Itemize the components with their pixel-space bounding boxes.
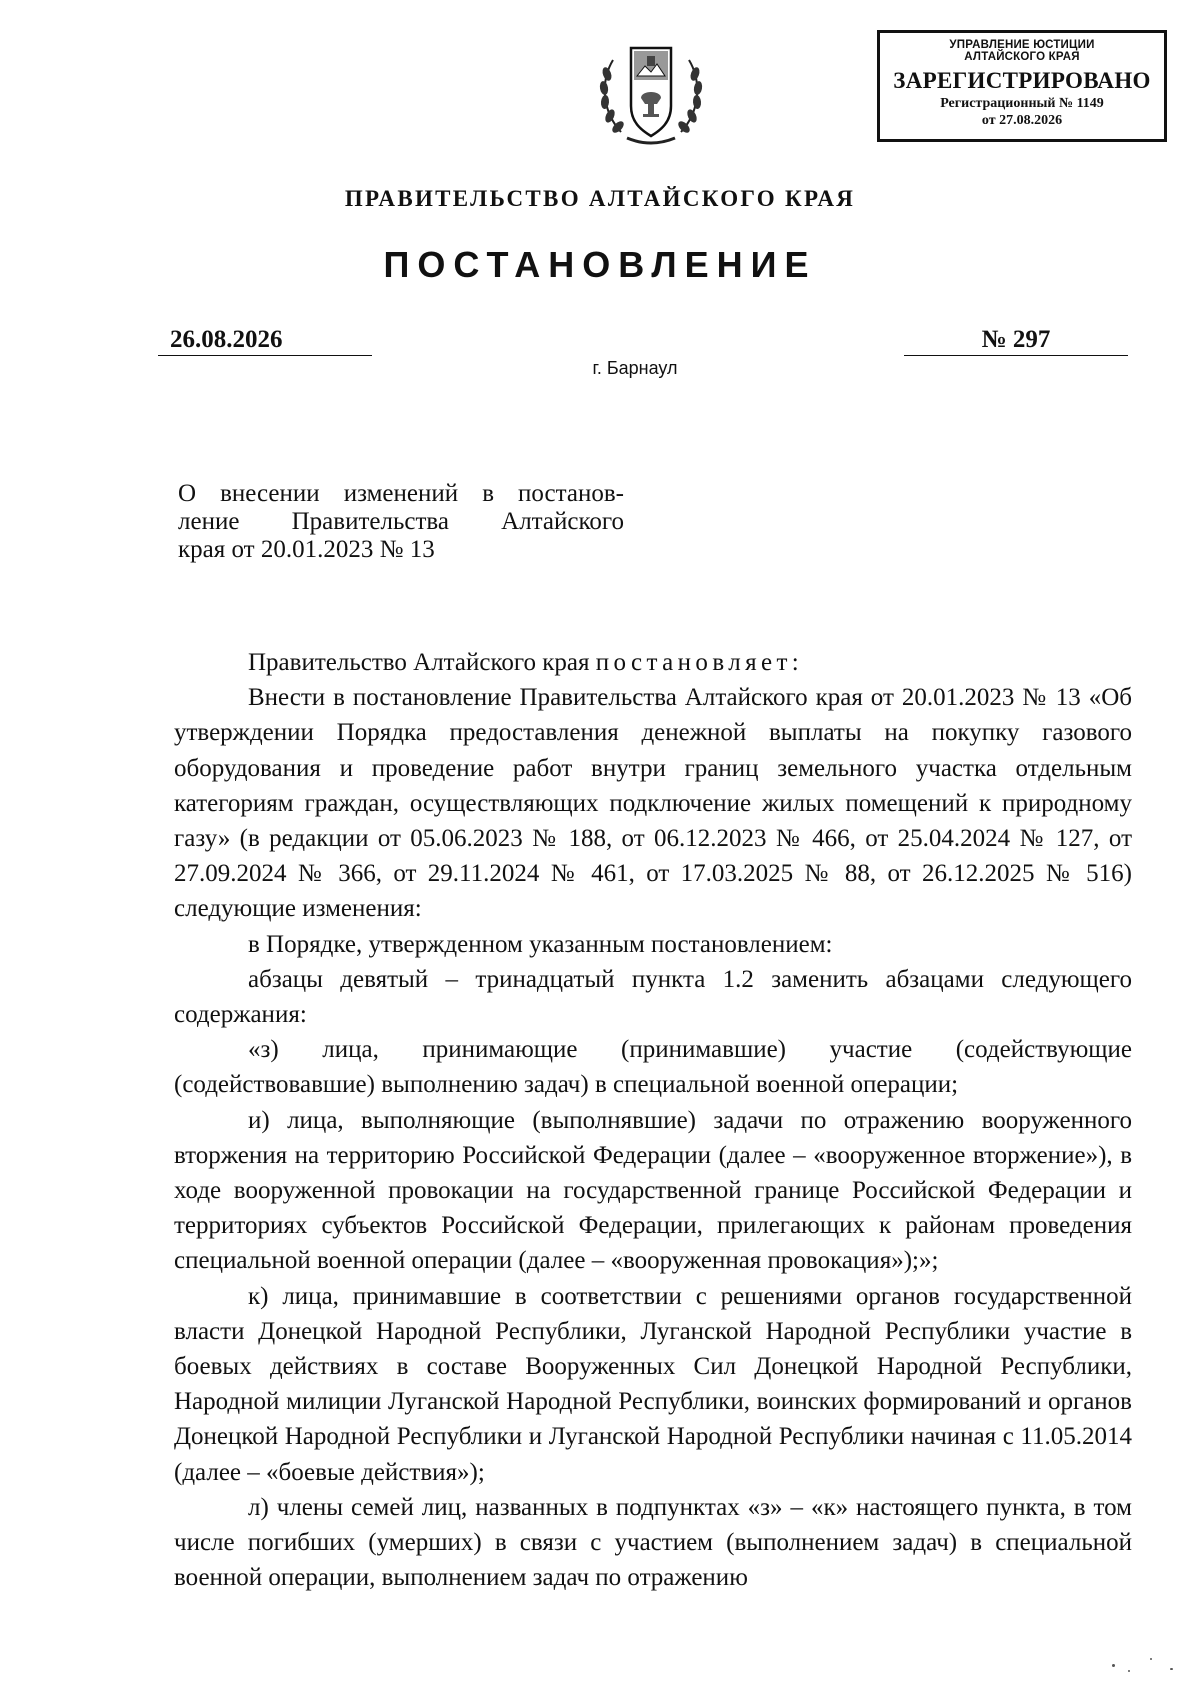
registration-stamp bbox=[877, 30, 1167, 142]
scan-speck bbox=[1150, 1658, 1152, 1660]
stamp-reg-number: Регистрационный № 1149 bbox=[940, 96, 1104, 111]
document-type-title: ПОСТАНОВЛЕНИЕ bbox=[383, 244, 817, 285]
subject-line: края от 20.01.2023 № 13 bbox=[178, 536, 435, 563]
intro-verb: постановляет: bbox=[595, 649, 804, 676]
body-paragraph: абзацы девятый – тринадцатый пункта 1.2 заменить абзацами следующего содержания: bbox=[174, 965, 1132, 1029]
stamp-reg-date: от 27.08.2026 bbox=[981, 113, 1063, 128]
government-title: ПРАВИТЕЛЬСТВО АЛТАЙСКОГО КРАЯ bbox=[344, 186, 856, 211]
body-paragraph: «з) лица, принимающие (принимавшие) участие (содействующие (содействовавшие) выполнению задач) в специальной военной операции; bbox=[174, 1036, 1132, 1099]
document-city: г. Барнаул bbox=[592, 358, 678, 378]
document-number: № 297 bbox=[904, 325, 1128, 356]
scan-speck bbox=[1128, 1670, 1130, 1672]
scan-speck bbox=[1112, 1664, 1115, 1667]
intro-paragraph bbox=[174, 645, 1132, 680]
document-body bbox=[174, 645, 1132, 1595]
stamp-org-line2: АЛТАЙСКОГО КРАЯ bbox=[964, 51, 1080, 63]
stamp-status: ЗАРЕГИСТРИРОВАНО bbox=[893, 68, 1151, 93]
subject-line: О внесении изменений в постанов- bbox=[178, 480, 624, 507]
stamp-org-line1: УПРАВЛЕНИЕ ЮСТИЦИИ bbox=[949, 39, 1095, 51]
body-paragraph: и) лица, выполняющие (выполнявшие) задачи по отражению вооруженного вторжения на территорию Российской Федерации (далее – «вооруженное вторжение»), в ходе вооруженной провокации на государственной границе Российской Федерации и территориях субъектов Российской Федерации, прилегающих к районам проведения специальной военной операции (далее – «вооруженная провокация»);»; bbox=[174, 1106, 1132, 1275]
body-paragraph: Внести в постановление Правительства Алтайского края от 20.01.2023 № 13 «Об утверждении Порядка предоставления денежной выплаты на покупку газового оборудования и проведение работ внутри границ земельного участка отдельным категориям граждан, осуществляющих подключение жилых помещений к природному газу» (в редакции от 05.06.2023 № 188, от 06.12.2023 № 466, от 25.04.2024 № 127, от 27.09.2024 № 366, от 29.11.2024 № 461, от 17.03.2025 № 88, от 26.12.2025 № 516) следующие изменения: bbox=[174, 684, 1132, 923]
body-paragraph: л) члены семей лиц, названных в подпунктах «з» – «к» настоящего пункта, в том числе погибших (умерших) в связи с участием (выполнением задач) в специальной военной операции, выполнением задач по отражению bbox=[174, 1493, 1132, 1592]
body-paragraph: к) лица, принимавшие в соответствии с решениями органов государственной власти Донецкой Народной Республики, Луганской Народной Республики участие в боевых действиях в составе Вооруженных Сил Донецкой Народной Республики, Народной милиции Луганской Народной Республики, воинских формирований и органов Донецкой Народной Республики и Луганской Народной Республики начиная с 11.05.2014 (далее – «боевые действия»); bbox=[174, 1282, 1132, 1486]
document-subject bbox=[178, 480, 624, 564]
intro-prefix: Правительство Алтайского края bbox=[248, 649, 596, 676]
subject-line: ление Правительства Алтайского bbox=[178, 508, 624, 535]
coat-of-arms-emblem bbox=[591, 40, 711, 152]
scan-speck bbox=[1170, 1668, 1173, 1670]
document-date: 26.08.2026 bbox=[158, 325, 372, 356]
body-paragraph: в Порядке, утвержденном указанным постановлением: bbox=[248, 930, 833, 958]
